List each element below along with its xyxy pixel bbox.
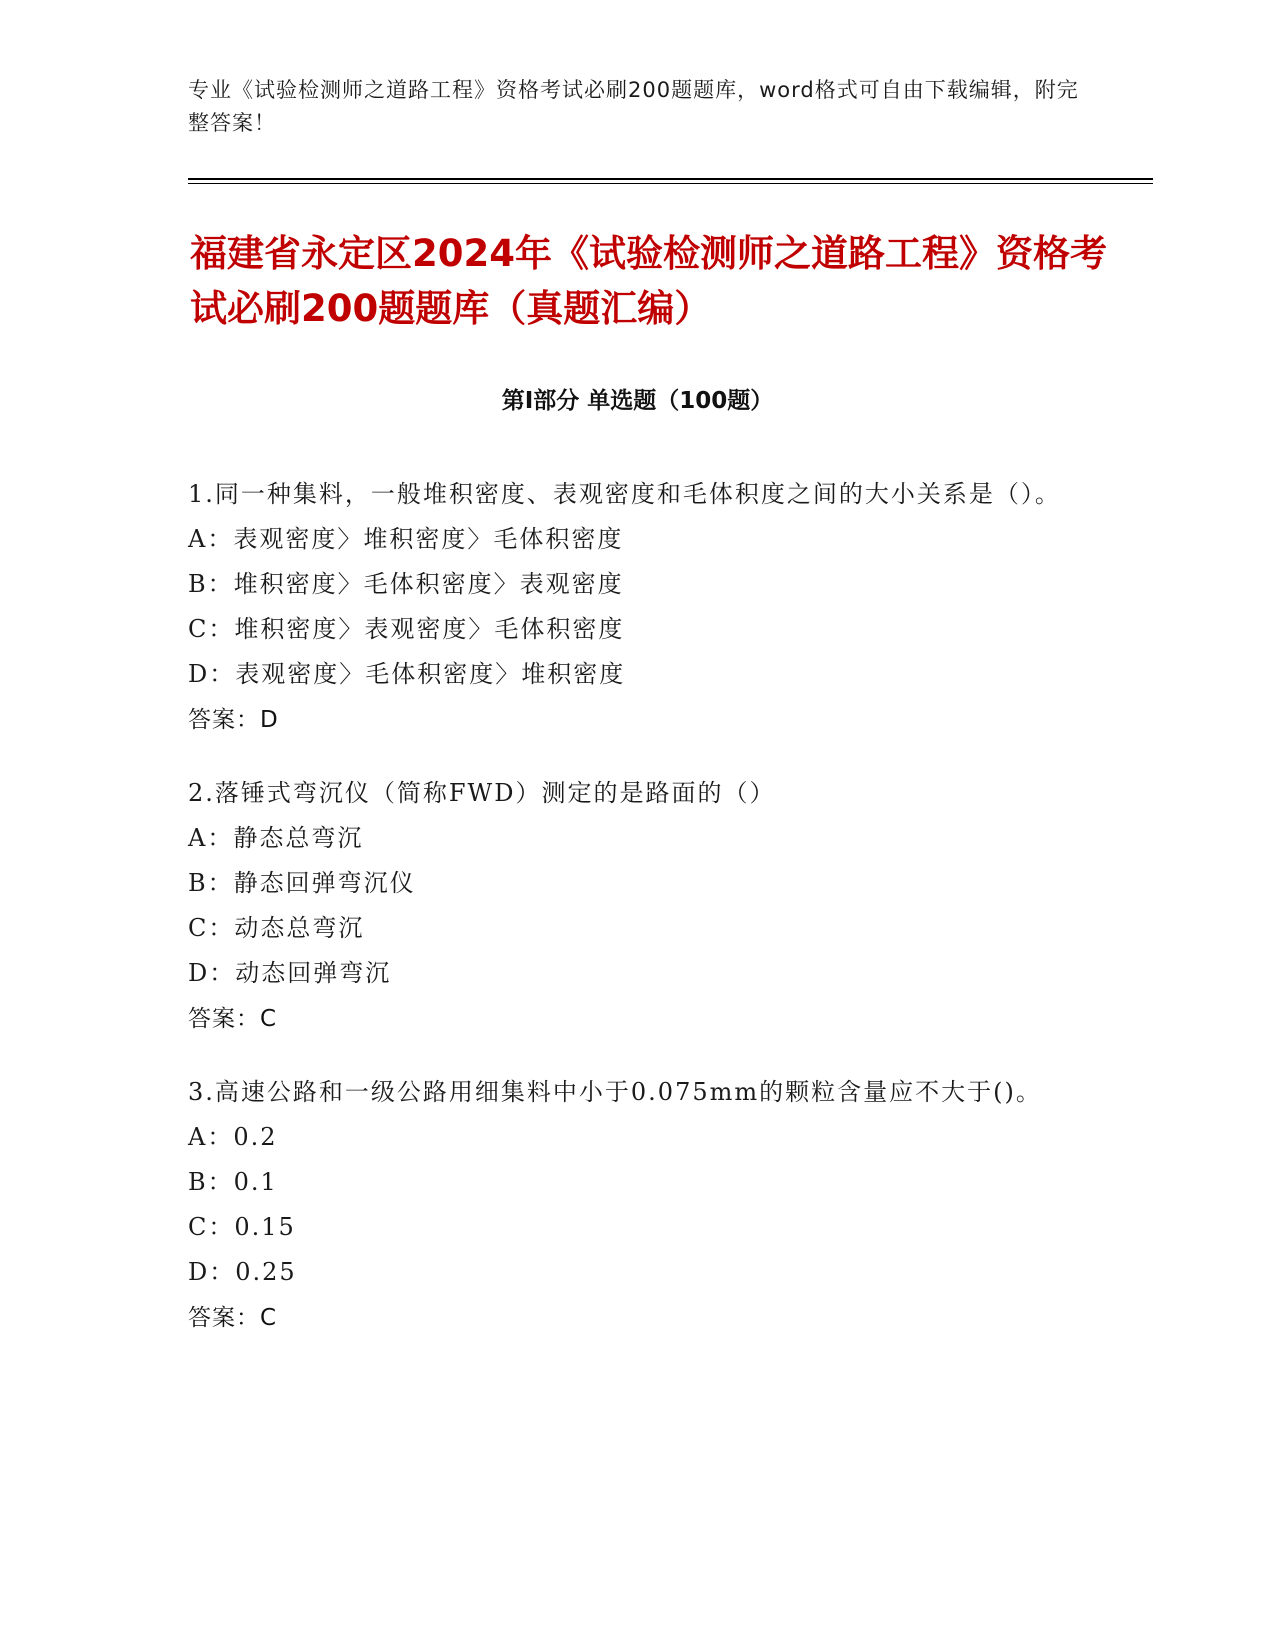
option-b: B：静态回弹弯沉仪 [188,869,416,897]
question-item [188,1070,1068,1341]
document-title: 福建省永定区2024年《试验检测师之道路工程》资格考试必刷200题题库（真题汇编） [190,232,1107,330]
question-item [188,472,1068,743]
option-c: C：动态总弯沉 [188,914,365,942]
option-a: A：0.2 [188,1123,278,1151]
header-rule-thin [188,183,1153,184]
option-a: A：表观密度〉堆积密度〉毛体积密度 [188,525,624,553]
question-stem: 3.高速公路和一级公路用细集料中小于0.075mm的颗粒含量应不大于()。 [188,1078,1042,1106]
option-c: C：堆积密度〉表观密度〉毛体积密度 [188,615,625,643]
section-title: 第I部分 单选题（100题） [501,388,774,414]
option-d: D：表观密度〉毛体积密度〉堆积密度 [188,660,626,688]
answer: 答案：C [188,1305,278,1331]
question-list [188,472,1068,1369]
option-b: B：堆积密度〉毛体积密度〉表观密度 [188,570,624,598]
question-stem: 2.落锤式弯沉仪（简称FWD）测定的是路面的（） [188,779,776,807]
option-a: A：静态总弯沉 [188,824,364,852]
header-note: 专业《试验检测师之道路工程》资格考试必刷200题题库，word格式可自由下载编辑，附完整答案！ [188,78,1079,135]
option-c: C：0.15 [188,1213,296,1241]
option-d: D：动态回弹弯沉 [188,959,392,987]
option-b: B：0.1 [188,1168,278,1196]
answer: 答案：D [188,707,279,733]
option-d: D：0.25 [188,1258,297,1286]
question-stem: 1.同一种集料，一般堆积密度、表观密度和毛体积度之间的大小关系是（）。 [188,480,1061,508]
header-rule-thick [188,178,1153,180]
question-item [188,771,1068,1042]
answer: 答案：C [188,1006,278,1032]
